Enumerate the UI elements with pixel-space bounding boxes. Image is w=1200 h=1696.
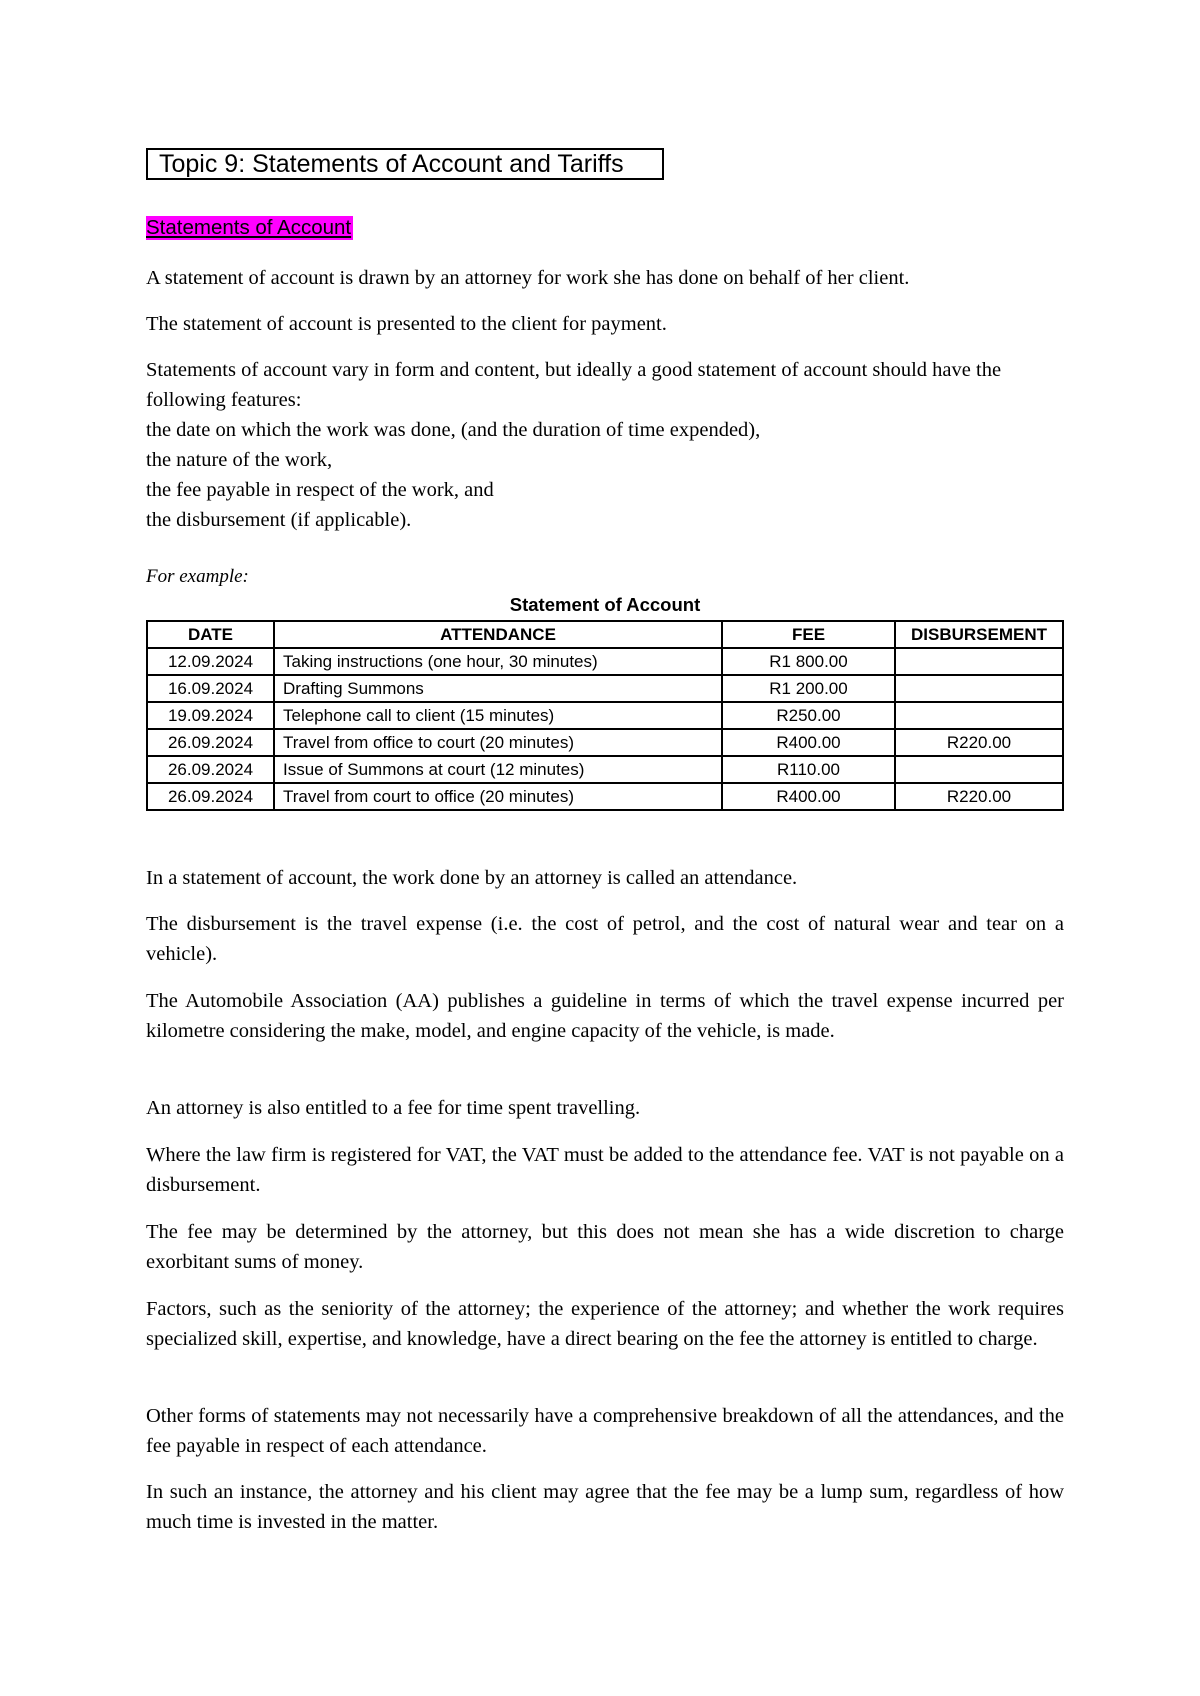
cell-attendance: Travel from court to office (20 minutes) (274, 783, 722, 810)
feature-item: the nature of the work, (146, 449, 333, 471)
table-row (147, 729, 1063, 756)
body-paragraph: In a statement of account, the work done by an attorney is called an attendance. (146, 867, 798, 889)
cell-disbursement: R220.00 (895, 729, 1063, 756)
example-label: For example: (146, 566, 249, 587)
body-paragraph: The disbursement is the travel expense (i.e. the cost of petrol, and the cost of natural wear and tear on a vehicle). (146, 913, 1064, 965)
cell-attendance: Travel from office to court (20 minutes) (274, 729, 722, 756)
cell-attendance: Issue of Summons at court (12 minutes) (274, 756, 722, 783)
cell-disbursement (895, 675, 1063, 702)
statement-table (146, 620, 1064, 811)
body-paragraph: An attorney is also entitled to a fee for time spent travelling. (146, 1097, 641, 1119)
intro-paragraph: Statements of account vary in form and content, but ideally a good statement of account should have the following features: (146, 359, 1002, 411)
cell-disbursement (895, 648, 1063, 675)
feature-item: the date on which the work was done, (and the duration of time expended), (146, 419, 761, 441)
table-row (147, 783, 1063, 810)
header-disbursement: DISBURSEMENT (895, 621, 1063, 648)
cell-fee: R400.00 (722, 729, 895, 756)
body-paragraph: Where the law firm is registered for VAT, the VAT must be added to the attendance fee. VAT is not payable on a disbursement. (146, 1144, 1064, 1196)
header-date: DATE (147, 621, 274, 648)
body-paragraph: In such an instance, the attorney and his client may agree that the fee may be a lump sum, regardless of how much time is invested in the matter. (146, 1481, 1064, 1533)
body-paragraph: The fee may be determined by the attorney, but this does not mean she has a wide discretion to charge exorbitant sums of money. (146, 1221, 1064, 1273)
intro-paragraph: The statement of account is presented to the client for payment. (146, 313, 667, 335)
header-fee: FEE (722, 621, 895, 648)
cell-disbursement (895, 702, 1063, 729)
cell-fee: R110.00 (722, 756, 895, 783)
cell-fee: R400.00 (722, 783, 895, 810)
cell-date: 12.09.2024 (147, 648, 274, 675)
features-block (146, 355, 1064, 535)
page-title: Topic 9: Statements of Account and Tariffs (146, 148, 664, 180)
table-header-row (147, 621, 1063, 648)
section-heading: Statements of Account (146, 216, 352, 239)
table-row (147, 675, 1063, 702)
table-caption: Statement of Account (509, 594, 701, 615)
cell-fee: R1 800.00 (722, 648, 895, 675)
cell-date: 26.09.2024 (147, 729, 274, 756)
body-paragraph: The Automobile Association (AA) publishes a guideline in terms of which the travel expense incurred per kilometre considering the make, model, and engine capacity of the vehicle, is made. (146, 990, 1064, 1042)
feature-item: the disbursement (if applicable). (146, 509, 412, 531)
header-attendance: ATTENDANCE (274, 621, 722, 648)
cell-date: 26.09.2024 (147, 756, 274, 783)
cell-disbursement: R220.00 (895, 783, 1063, 810)
cell-date: 16.09.2024 (147, 675, 274, 702)
cell-date: 19.09.2024 (147, 702, 274, 729)
body-paragraph: Other forms of statements may not necessarily have a comprehensive breakdown of all the attendances, and the fee payable in respect of each attendance. (146, 1405, 1064, 1457)
table-row (147, 702, 1063, 729)
cell-fee: R1 200.00 (722, 675, 895, 702)
table-row (147, 756, 1063, 783)
cell-date: 26.09.2024 (147, 783, 274, 810)
cell-attendance: Telephone call to client (15 minutes) (274, 702, 722, 729)
cell-attendance: Drafting Summons (274, 675, 722, 702)
feature-item: the fee payable in respect of the work, and (146, 479, 494, 501)
body-paragraph: Factors, such as the seniority of the attorney; the experience of the attorney; and whether the work requires specialized skill, expertise, and knowledge, have a direct bearing on the fee the attorney is entitled to charge. (146, 1298, 1064, 1350)
cell-attendance: Taking instructions (one hour, 30 minutes) (274, 648, 722, 675)
cell-fee: R250.00 (722, 702, 895, 729)
cell-disbursement (895, 756, 1063, 783)
table-row (147, 648, 1063, 675)
intro-paragraph: A statement of account is drawn by an attorney for work she has done on behalf of her client. (146, 267, 910, 289)
